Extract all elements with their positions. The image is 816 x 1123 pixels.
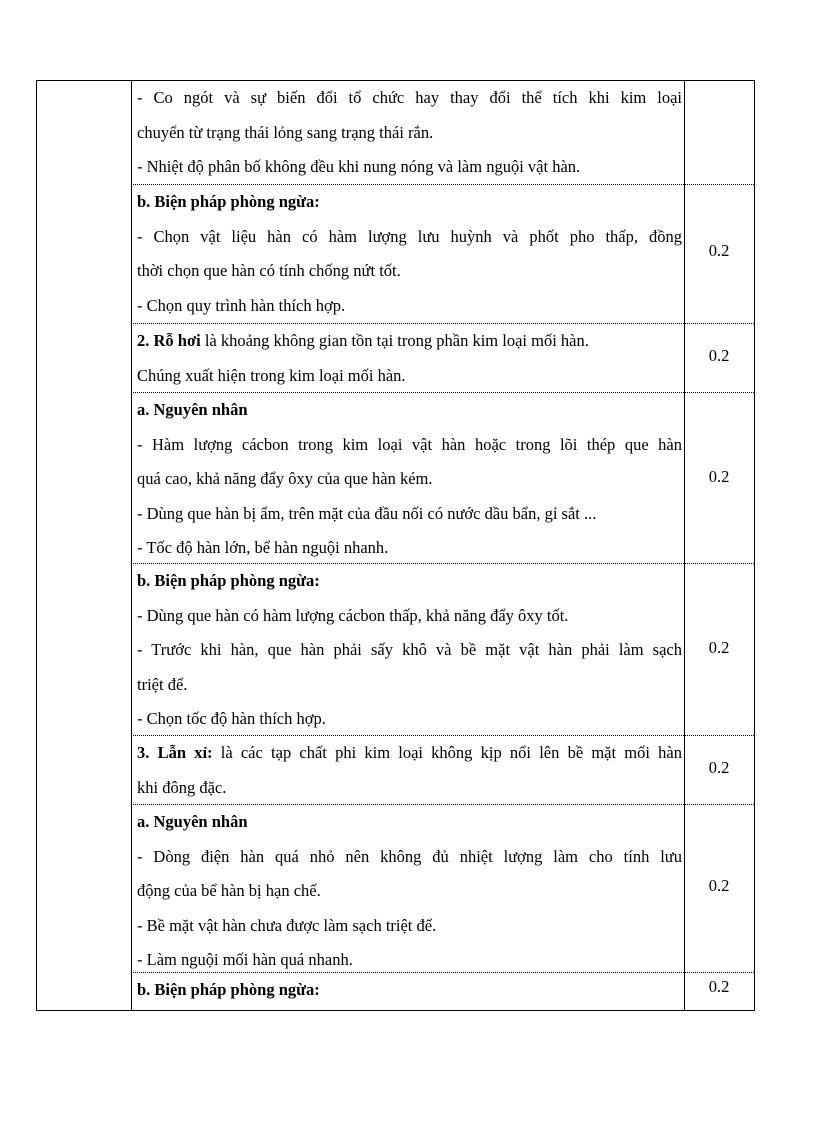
text-line: triệt để. (137, 674, 188, 694)
text-line: - Co ngót và sự biến đổi tổ chức hay thay đổi thể tích khi kim loại (137, 88, 682, 107)
score-value: 0.2 (708, 876, 730, 895)
score-value: 0.2 (708, 346, 730, 365)
text-line: - Làm nguội mối hàn quá nhanh. (137, 950, 353, 970)
score-value: 0.2 (708, 638, 730, 657)
text-line: - Dòng điện hàn quá nhỏ nên không đủ nhiệt lượng làm cho tính lưu (137, 846, 682, 866)
text-line: - Dùng que hàn có hàm lượng cácbon thấp, khả năng đẩy ôxy tốt. (137, 605, 569, 625)
score-value: 0.2 (708, 758, 730, 777)
left-column (37, 81, 132, 1010)
table-row (131, 81, 754, 185)
text-line: - Nhiệt độ phân bố không đều khi nung nóng và làm nguội vật hàn. (137, 157, 581, 177)
text-line: - Chọn tốc độ hàn thích hợp. (137, 709, 326, 729)
score-value: 0.2 (708, 241, 730, 260)
row-heading: b. Biện pháp phòng ngừa: (137, 571, 320, 590)
table-row (131, 393, 754, 564)
score-value: 0.2 (708, 977, 730, 996)
row-heading: a. Nguyên nhân (137, 400, 248, 419)
text-line: - Chọn quy trình hàn thích hợp. (137, 295, 346, 315)
text-line: - Trước khi hàn, que hàn phải sấy khô và bề mặt vật hàn phải làm sạch (137, 640, 682, 660)
row-content (137, 185, 682, 323)
text-line: thời chọn que hàn có tính chống nứt tốt. (137, 261, 401, 281)
table-row (131, 805, 754, 973)
text-line: quá cao, khả năng đẩy ôxy của que hàn kém. (137, 469, 433, 489)
row-content (137, 81, 682, 185)
row-heading: b. Biện pháp phòng ngừa: (137, 980, 320, 999)
table-row (131, 185, 754, 324)
row-content (137, 805, 682, 978)
row-content (137, 736, 682, 805)
text-line: - Chọn vật liệu hàn có hàm lượng lưu huỳnh và phốt pho thấp, đồng (137, 226, 682, 246)
row-lead-line: 3. Lẫn xỉ: là các tạp chất phi kim loại không kịp nổi lên bề mặt mối hàn (137, 743, 682, 762)
text-line: - Hàm lượng cácbon trong kim loại vật hàn hoặc trong lõi thép que hàn (137, 434, 682, 454)
section-title: 3. Lẫn xỉ: (137, 743, 213, 762)
text-line: động của bể hàn bị hạn chế. (137, 881, 321, 901)
row-content (137, 973, 682, 1008)
section-title: 2. Rỗ hơi (137, 331, 201, 350)
text-line: chuyển từ trạng thái lỏng sang trạng thái rắn. (137, 122, 434, 142)
row-lead-line: 2. Rỗ hơi là khoảng không gian tồn tại trong phần kim loại mối hàn. (137, 331, 589, 350)
table-row (131, 324, 754, 393)
text-line: - Tốc độ hàn lớn, bể hàn nguội nhanh. (137, 538, 389, 558)
score-value: 0.2 (708, 467, 730, 486)
row-content (137, 324, 682, 393)
table-row (131, 736, 754, 805)
text-line: - Bề mặt vật hàn chưa được làm sạch triệt để. (137, 915, 437, 935)
text-line: - Dùng que hàn bị ẩm, trên mặt của đầu nối có nước dầu bẩn, gỉ sắt ... (137, 503, 597, 523)
text-line: khi đông đặc. (137, 777, 227, 797)
row-heading: b. Biện pháp phòng ngừa: (137, 192, 320, 211)
text-line: Chúng xuất hiện trong kim loại mối hàn. (137, 365, 406, 385)
table-row (131, 564, 754, 736)
table-row (131, 973, 754, 1010)
row-content (137, 393, 682, 566)
answer-table (36, 80, 755, 1011)
row-heading: a. Nguyên nhân (137, 812, 248, 831)
row-content (137, 564, 682, 737)
